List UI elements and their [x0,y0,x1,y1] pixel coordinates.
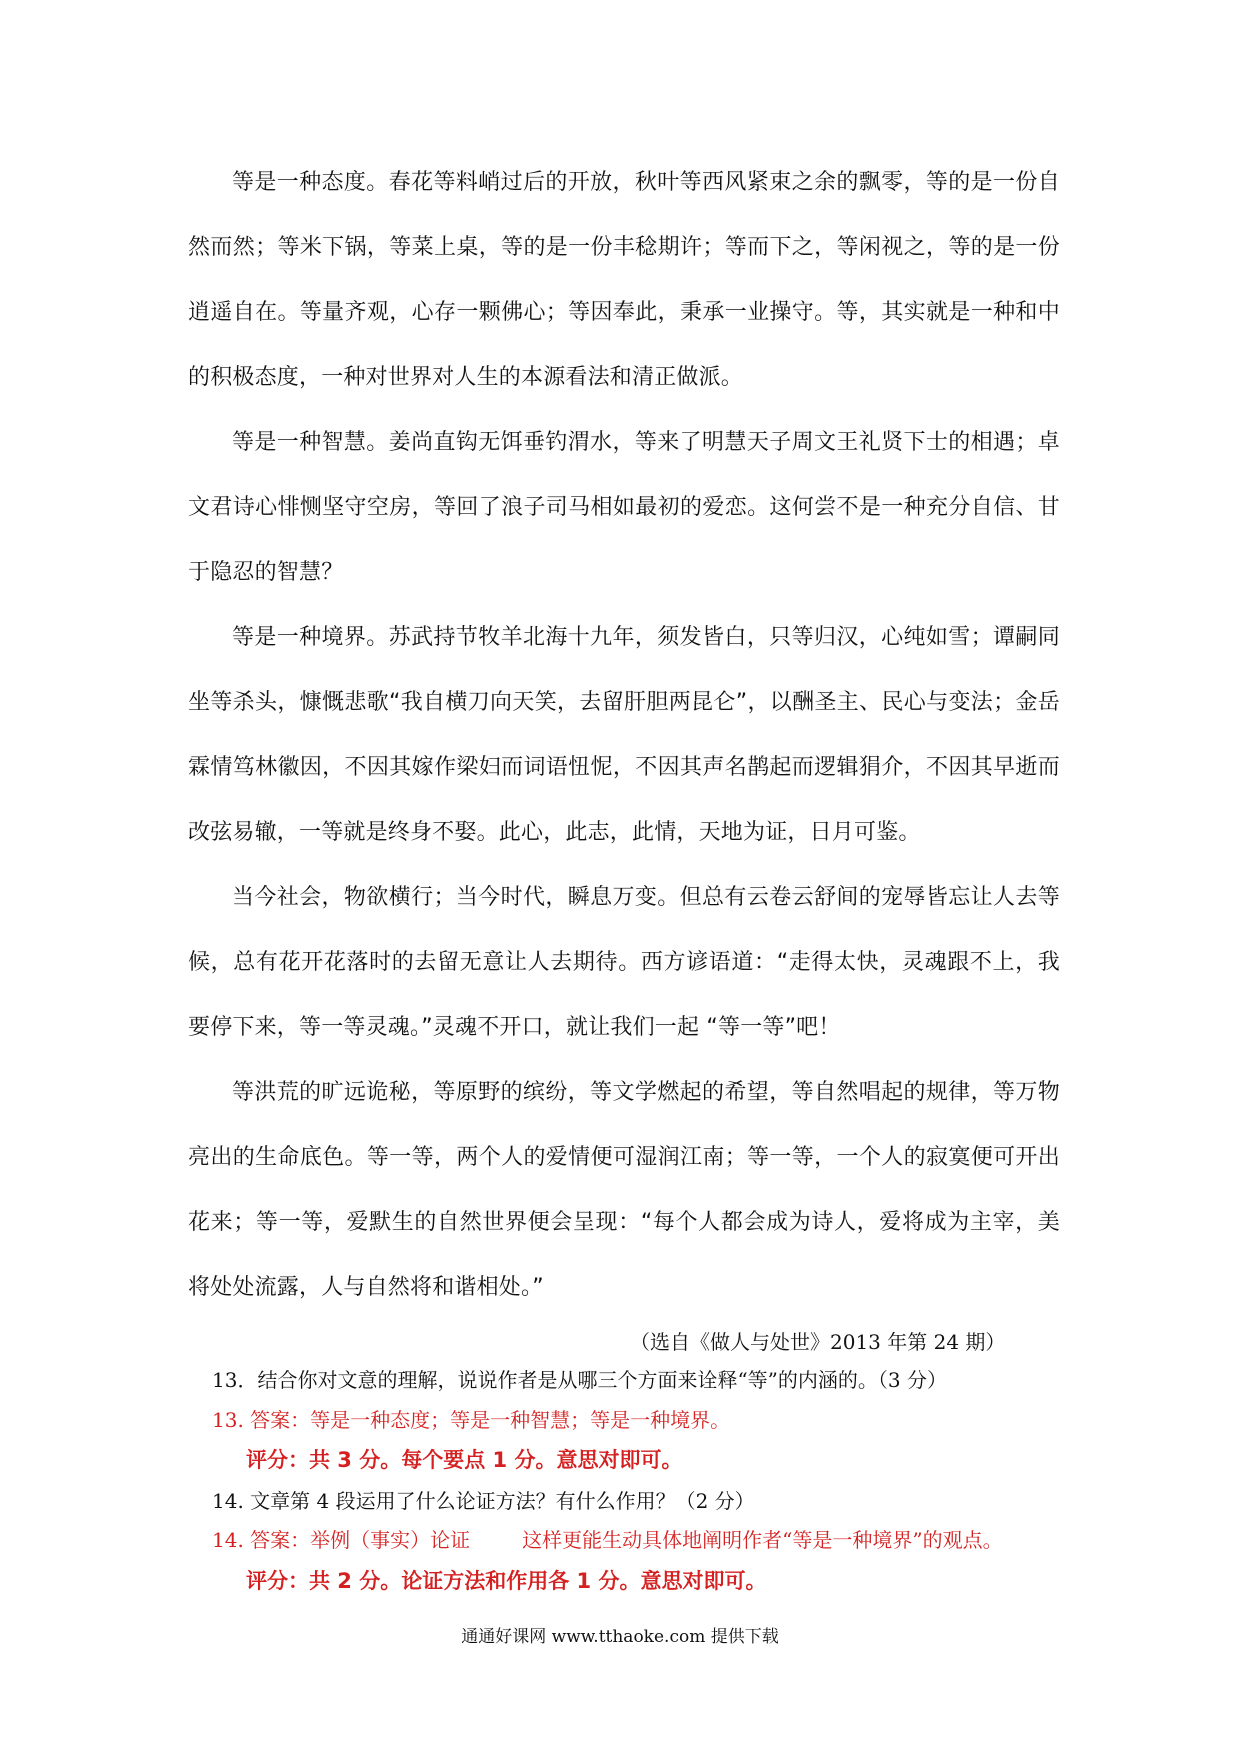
answer-14 [212,1524,1003,1553]
scoring-13: 评分：共 3 分。每个要点 1 分。意思对即可。 [246,1448,683,1472]
answer-13: 13. 答案：等是一种态度；等是一种智慧；等是一种境界。 [212,1408,731,1432]
question-14: 14. 文章第 4 段运用了什么论证方法？有什么作用？（2 分） [212,1489,755,1513]
essay-source: （选自《做人与处世》2013 年第 24 期） [630,1330,1006,1354]
answer-14-method: 14. 答案：举例（事实）论证 [212,1528,471,1552]
essay-paragraph-5: 等洪荒的旷远诡秘，等原野的缤纷，等文学燃起的希望，等自然唱起的规律，等万物亮出的生命底色。等一等，两个人的爱情便可湿润江南；等一等，一个人的寂寞便可开出花来；等一等，爱默生的自然世界便会呈现：“每个人都会成为诗人，爱将成为主宰，美将处处流露，人与自然将和谐相处。” [188,1080,1060,1300]
essay-paragraph-1: 等是一种态度。春花等料峭过后的开放，秋叶等西风紧束之余的飘零，等的是一份自然而然；等米下锅，等菜上桌，等的是一份丰稔期许；等而下之，等闲视之，等的是一份逍遥自在。等量齐观，心存一颗佛心；等因奉此，秉承一业操守。等，其实就是一种和中的积极态度，一种对世界对人生的本源看法和清正做派。 [188,170,1060,390]
essay-paragraph-4: 当今社会，物欲横行；当今时代，瞬息万变。但总有云卷云舒间的宠辱皆忘让人去等候，总有花开花落时的去留无意让人去期待。西方谚语道：“走得太快，灵魂跟不上，我要停下来，等一等灵魂。”灵魂不开口，就让我们一起 “等一等”吧！ [188,885,1060,1040]
page-footer: 通通好课网 www.tthaoke.com 提供下载 [461,1627,779,1647]
scoring-14: 评分：共 2 分。论证方法和作用各 1 分。意思对即可。 [246,1569,767,1593]
essay-paragraph-3: 等是一种境界。苏武持节牧羊北海十九年，须发皆白，只等归汉，心纯如雪；谭嗣同坐等杀头，慷慨悲歌“我自横刀向天笑，去留肝胆两昆仑”，以酬圣主、民心与变法；金岳霖情笃林徽因，不因其嫁作梁妇而词语忸怩，不因其声名鹊起而逻辑狷介，不因其早逝而改弦易辙，一等就是终身不娶。此心，此志，此情，天地为证，日月可鉴。 [188,625,1060,845]
question-13: 13．结合你对文意的理解，说说作者是从哪三个方面来诠释“等”的内涵的。（3 分） [212,1368,947,1392]
essay-body [188,150,1060,1320]
answer-14-effect: 这样更能生动具体地阐明作者“等是一种境界”的观点。 [522,1528,1003,1552]
essay-paragraph-2: 等是一种智慧。姜尚直钩无饵垂钓渭水，等来了明慧天子周文王礼贤下士的相遇；卓文君诗心悱恻坚守空房，等回了浪子司马相如最初的爱恋。这何尝不是一种充分自信、甘于隐忍的智慧？ [188,430,1060,585]
